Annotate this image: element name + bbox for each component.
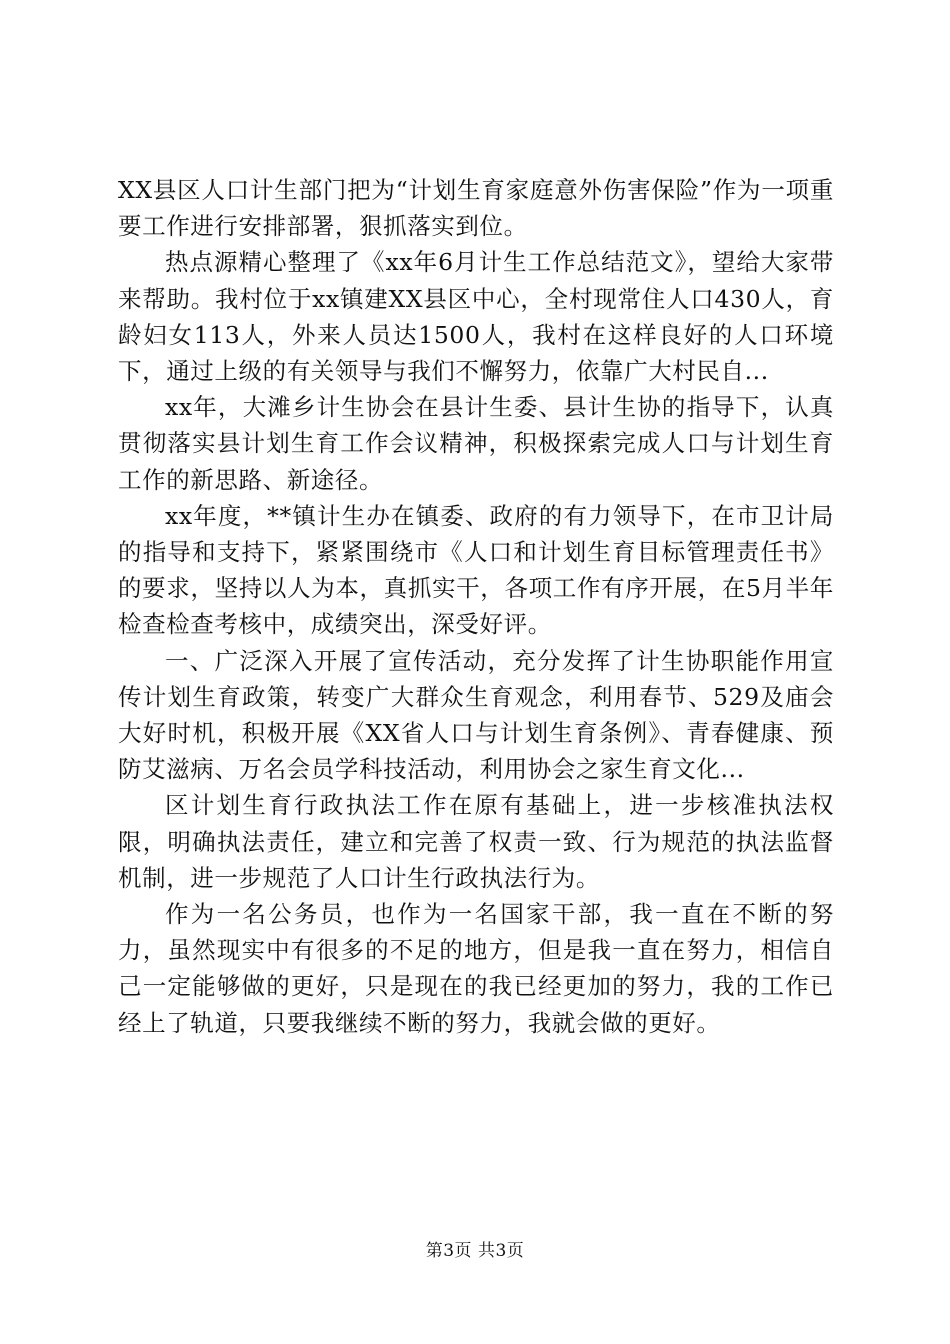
paragraph-1: XX县区人口计生部门把为“计划生育家庭意外伤害保险”作为一项重要工作进行安排部署，狠抓落实到位。 [118,176,834,241]
page-footer [0,1240,950,1262]
document-body [118,172,834,1041]
paragraph-4: xx年度，**镇计生办在镇委、政府的有力领导下，在市卫计局的指导和支持下，紧紧围绕市《人口和计划生育目标管理责任书》的要求，坚持以人为本，真抓实干，各项工作有序开展，在5月半年检查检查考核中，成绩突出，深受好评。 [118,501,834,639]
paragraph-2: 热点源精心整理了《xx年6月计生工作总结范文》，望给大家带来帮助。我村位于xx镇建XX县区中心，全村现常住人口430人，育龄妇女113人，外来人员达1500人，我村在这样良好的人口环境下，通过上级的有关领导与我们不懈努力，依靠广大村民自... [118,248,834,386]
paragraph-5: 一、广泛深入开展了宣传活动，充分发挥了计生协职能作用宣传计划生育政策，转变广大群众生育观念，利用春节、529及庙会大好时机，积极开展《XX省人口与计划生育条例》、青春健康、预防艾滋病、万名会员学科技活动，利用协会之家生育文化... [118,646,834,784]
paragraph-7: 作为一名公务员，也作为一名国家干部，我一直在不断的努力，虽然现实中有很多的不足的地方，但是我一直在努力，相信自己一定能够做的更好，只是现在的我已经更加的努力，我的工作已经上了轨道，只要我继续不断的努力，我就会做的更好。 [118,900,834,1037]
paragraph-6: 区计划生育行政执法工作在原有基础上，进一步核准执法权限，明确执法责任，建立和完善了权责一致、行为规范的执法监督机制，进一步规范了人口计生行政执法行为。 [118,791,834,892]
paragraph-3: xx年，大滩乡计生协会在县计生委、县计生协的指导下，认真贯彻落实县计划生育工作会议精神，积极探索完成人口与计划生育工作的新思路、新途径。 [118,393,834,494]
page-number-label: 第3页 共3页 [425,1241,525,1261]
